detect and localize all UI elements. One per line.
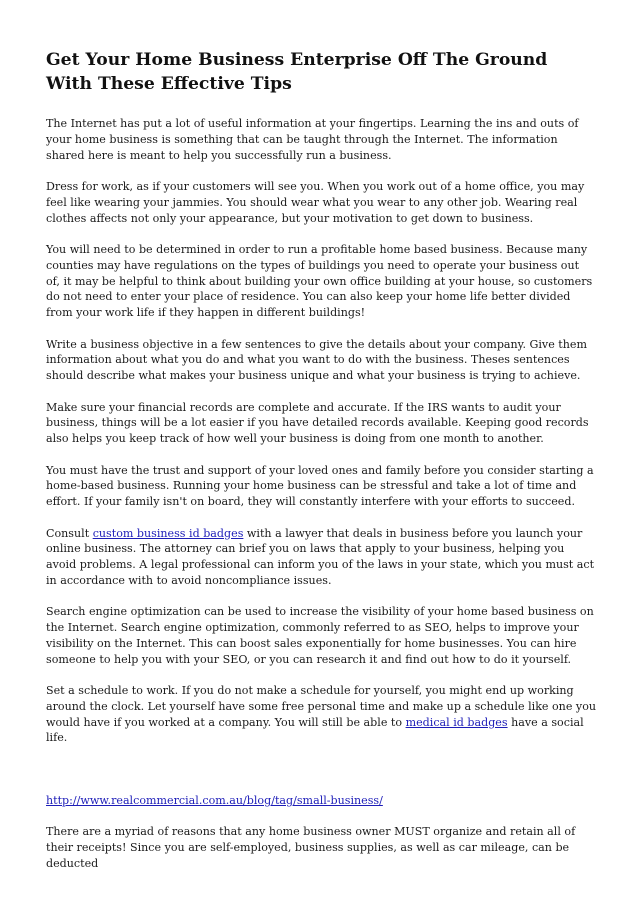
- source-url-link[interactable]: http://www.realcommercial.com.au/blog/tag/small-business/: [46, 793, 383, 807]
- paragraph-intro: The Internet has put a lot of useful information at your fingertips. Learning the ins and outs of your home business is something that can be taught through the Internet. The information shared here is meant to help you successfully run a business.: [46, 117, 579, 162]
- paragraph-objective: Write a business objective in a few sentences to give the details about your company. Give them information about what you do and what you want to do with the business. Theses sentences should describe what makes your business unique and what your business is trying to achieve.: [46, 337, 587, 383]
- paragraph-consult-after: with a lawyer that deals in business before you launch your online business. The attorney can brief you on laws that apply to your business, helping you avoid problems. A legal professional can inform you of the laws in your state, which you must act in accordance with to avoid noncompliance issues.: [46, 526, 595, 587]
- paragraph-consult: [46, 526, 596, 589]
- paragraph-receipts: There are a myriad of reasons that any home business owner MUST organize and retain all of their receipts! Since you are self-employed, business supplies, as well as car mileage, can be deducted: [46, 825, 576, 870]
- paragraph-family: You must have the trust and support of your loved ones and family before you consider starting a home-based business. Running your home business can be stressful and take a lot of time and effort. If your family isn't on board, they will constantly interfere with your efforts to succeed.: [46, 463, 594, 509]
- source-link-line: [46, 793, 596, 809]
- paragraph-seo: Search engine optimization can be used to increase the visibility of your home based business on the Internet. Search engine optimization, commonly referred to as SEO, helps to improve your visibility on the Internet. This can boost sales exponentially for home businesses. You can hire someone to help you with your SEO, or you can research it and find out how to do it yourself.: [46, 605, 594, 666]
- medical-badges-link[interactable]: medical id badges: [405, 715, 508, 729]
- paragraph-schedule-before: Set a schedule to work. If you do not make a schedule for yourself, you might end up working around the clock. Let yourself have some free personal time and make up a schedule like one you would have if you worked at a company. You will still be able to: [46, 684, 597, 729]
- paragraph-records: Make sure your financial records are complete and accurate. If the IRS wants to audit your business, things will be a lot easier if you have detailed records available. Keeping good records also helps you keep track of how well your business is doing from one month to another.: [46, 400, 589, 446]
- document-page: [46, 48, 596, 887]
- paragraph-schedule: [46, 683, 596, 746]
- page-title: Get Your Home Business Enterprise Off The Ground With These Effective Tips: [46, 50, 548, 94]
- custom-badges-link[interactable]: custom business id badges: [92, 526, 244, 540]
- blank-space: [46, 762, 596, 793]
- paragraph-dress: Dress for work, as if your customers will see you. When you work out of a home office, you may feel like wearing your jammies. You should wear what you wear to any other job. Wearing real clothes affects not only your appearance, but your motivation to get down to business.: [46, 179, 585, 225]
- paragraph-schedule-after: have a social life.: [46, 715, 584, 745]
- paragraph-determined: You will need to be determined in order to run a profitable home based business. Because many counties may have regulations on the types of buildings you need to operate your business out of, it may be helpful to think about building your own office building at your house, so customers do not need to enter your place of residence. You can also keep your home life better divided from your work life if they happen in different buildings!: [46, 242, 593, 320]
- paragraph-consult-before: Consult: [46, 526, 93, 540]
